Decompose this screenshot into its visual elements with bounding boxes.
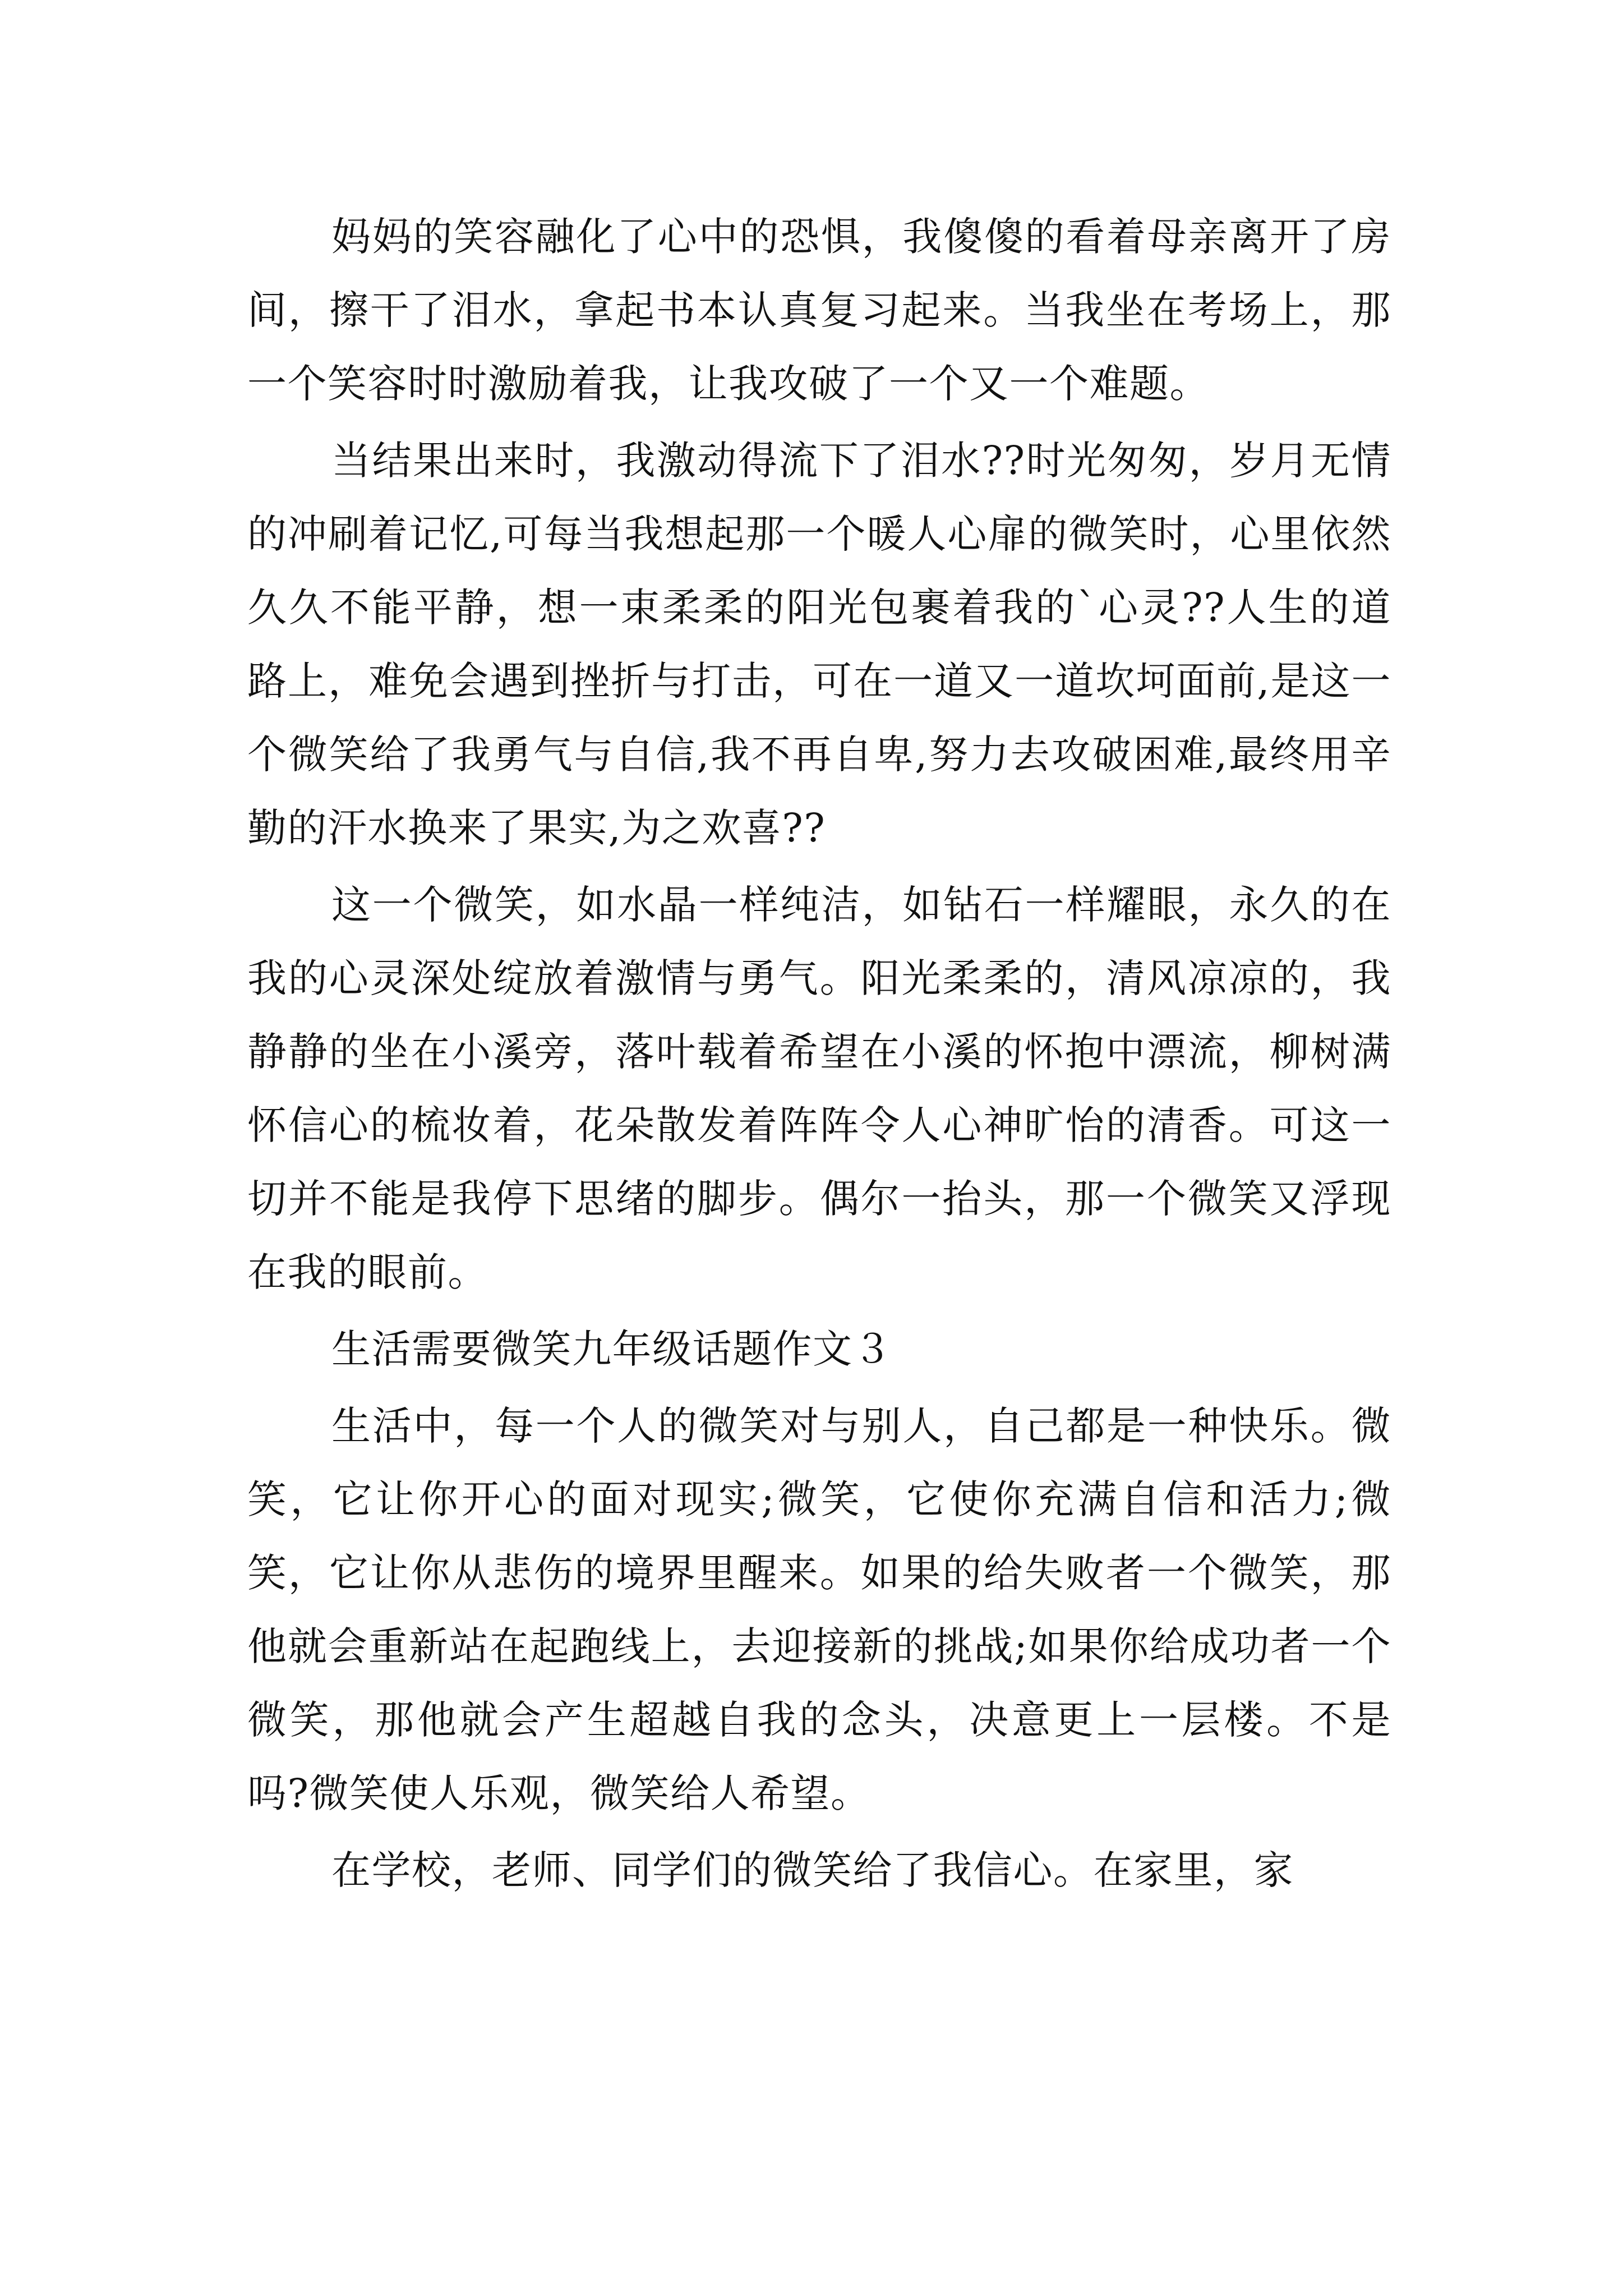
paragraph-2: 当结果出来时，我激动得流下了泪水??时光匆匆，岁月无情的冲刷着记忆,可每当我想起那一个暖人心扉的微笑时，心里依然久久不能平静，想一束柔柔的阳光包裹着我的`心灵??人生的道路上，难免会遇到挫折与打击，可在一道又一道坎坷面前,是这一个微笑给了我勇气与自信,我不再自卑,努力去攻破困难,最终用辛勤的汗水换来了果实,为之欢喜?? xyxy=(247,438,1391,851)
paragraph-3: 这一个微笑，如水晶一样纯洁，如钻石一样耀眼，永久的在我的心灵深处绽放着激情与勇气。阳光柔柔的，清风凉凉的，我静静的坐在小溪旁，落叶载着希望在小溪的怀抱中漂流，柳树满怀信心的梳妆着，花朵散发着阵阵令人心神旷怡的清香。可这一切并不能是我停下思绪的脚步。偶尔一抬头，那一个微笑又浮现在我的眼前。 xyxy=(247,882,1391,1295)
paragraph-5: 在学校，老师、同学们的微笑给了我信心。在家里，家 xyxy=(331,1847,1294,1893)
section-heading: 生活需要微笑九年级话题作文３ xyxy=(331,1326,893,1372)
document-body xyxy=(247,200,1391,1907)
paragraph-4: 生活中，每一个人的微笑对与别人，自己都是一种快乐。微笑，它让你开心的面对现实;微笑，它使你充满自信和活力;微笑，它让你从悲伤的境界里醒来。如果的给失败者一个微笑，那他就会重新站在起跑线上，去迎接新的挑战;如果你给成功者一个微笑，那他就会产生超越自我的念头，决意更上一层楼。不是吗?微笑使人乐观，微笑给人希望。 xyxy=(247,1403,1391,1816)
paragraph-1: 妈妈的笑容融化了心中的恐惧，我傻傻的看着母亲离开了房间，擦干了泪水，拿起书本认真复习起来。当我坐在考场上，那一个笑容时时激励着我，让我攻破了一个又一个难题。 xyxy=(247,214,1391,407)
